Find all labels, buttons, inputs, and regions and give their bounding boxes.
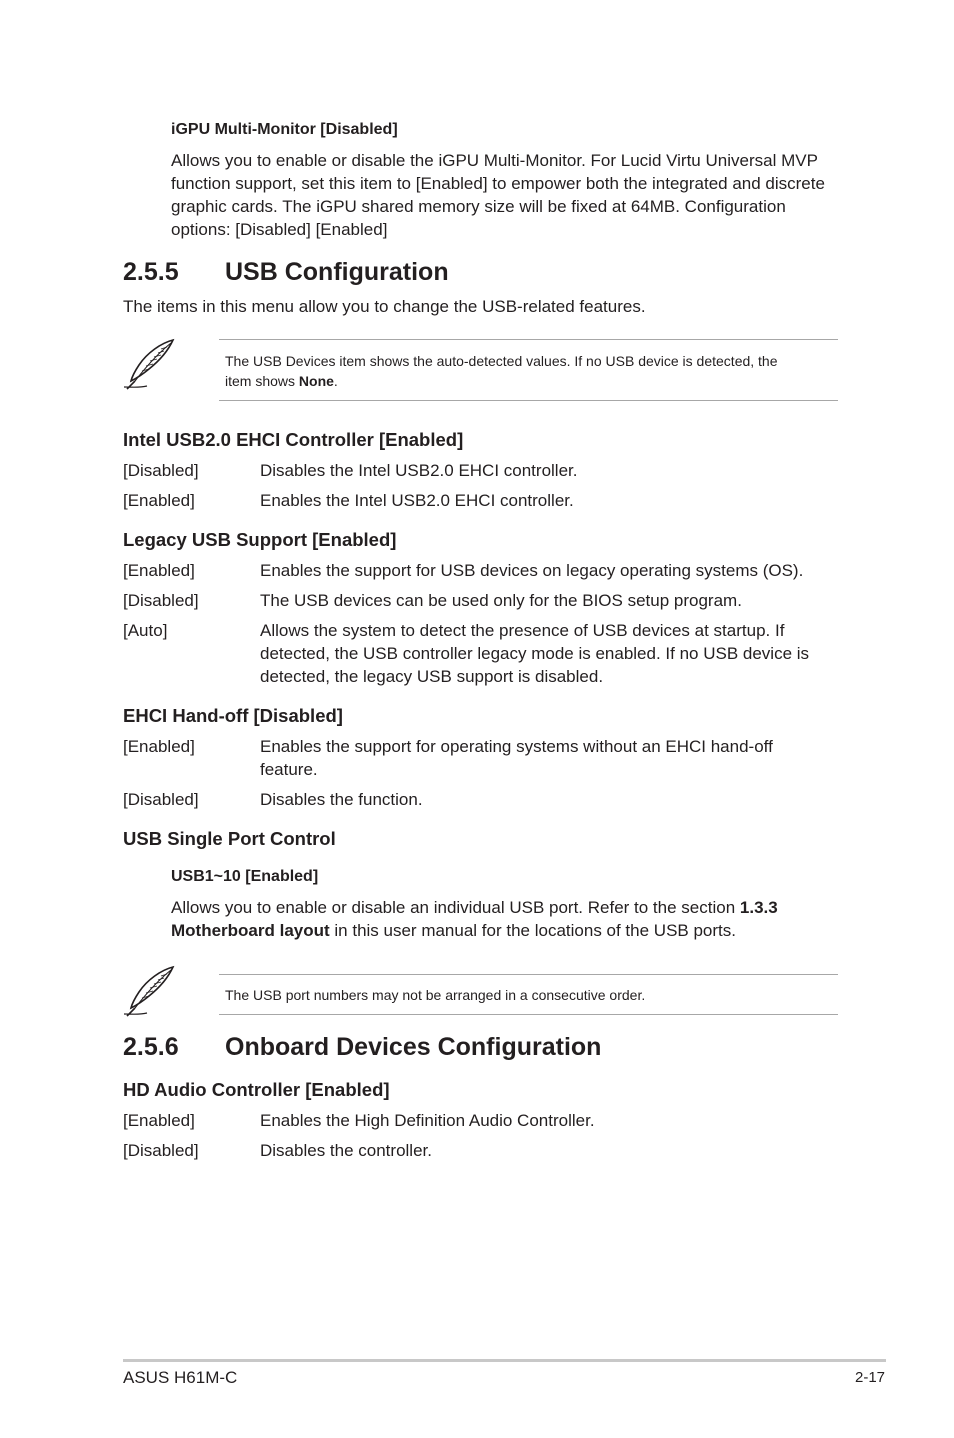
hd-audio-heading: HD Audio Controller [Enabled] (123, 1079, 390, 1100)
option-desc-line: feature. (260, 760, 318, 779)
option-desc: Disables the Intel USB2.0 EHCI controller. (260, 461, 578, 480)
option-key: [Disabled] (123, 1141, 199, 1160)
section-reference: 1.3.3 (739, 898, 778, 917)
note-line-text: The USB Devices item shows the auto-detected values. If no USB device is detected, the (225, 353, 778, 369)
note-text: . (333, 373, 338, 389)
option-desc-line: detected, the legacy USB support is disabled. (260, 667, 604, 686)
note-bold-term: None (298, 373, 334, 389)
section-number-usb: 2.5.5 (123, 258, 179, 286)
note-divider-bottom (219, 1014, 838, 1015)
legacy-usb-heading: Legacy USB Support [Enabled] (123, 529, 397, 550)
igpu-heading: iGPU Multi-Monitor [Disabled] (171, 121, 398, 138)
option-desc: Enables the support for USB devices on legacy operating systems (OS). (260, 561, 804, 580)
usb-single-port-heading: USB Single Port Control (123, 828, 336, 849)
option-key: [Auto] (123, 621, 168, 640)
igpu-line: graphic cards. The iGPU shared memory size will be fixed at 64MB. Configuration (171, 197, 786, 216)
option-key: [Disabled] (123, 591, 199, 610)
ehci-controller-heading: Intel USB2.0 EHCI Controller [Enabled] (123, 429, 464, 450)
note-pen-icon (121, 337, 179, 393)
note-usb-devices (225, 351, 835, 391)
option-desc: Disables the function. (260, 790, 423, 809)
note-line-text (225, 371, 835, 391)
usb-intro: The items in this menu allow you to change the USB-related features. (123, 297, 646, 316)
option-key: [Enabled] (123, 1111, 195, 1130)
usb-port-text: Allows you to enable or disable an individual USB port. Refer to the section (171, 898, 740, 917)
usb-port-line (171, 896, 851, 919)
section-number-onboard: 2.5.6 (123, 1033, 179, 1061)
footer-product-name: ASUS H61M-C (123, 1368, 238, 1387)
page-number: 2-17 (855, 1369, 886, 1386)
ehci-handoff-heading: EHCI Hand-off [Disabled] (123, 705, 343, 726)
option-desc-line: detected, the USB controller legacy mode is enabled. If no USB device is (260, 644, 810, 663)
option-key: [Enabled] (123, 491, 195, 510)
note-text: item shows (225, 373, 299, 389)
option-desc: Enables the High Definition Audio Controller. (260, 1111, 595, 1130)
usb-port-text: in this user manual for the locations of the USB ports. (329, 921, 736, 940)
section-reference: Motherboard layout (171, 921, 330, 940)
note-divider-bottom (219, 400, 838, 401)
option-desc: The USB devices can be used only for the BIOS setup program. (260, 591, 742, 610)
option-desc-line: Allows the system to detect the presence of USB devices at startup. If (260, 621, 785, 640)
igpu-line: Allows you to enable or disable the iGPU Multi-Monitor. For Lucid Virtu Universal MVP (171, 151, 818, 170)
section-title-onboard: Onboard Devices Configuration (225, 1033, 602, 1061)
igpu-line: options: [Disabled] [Enabled] (171, 220, 388, 239)
igpu-description (171, 149, 851, 241)
usb-port-subheading: USB1~10 [Enabled] (171, 868, 319, 885)
section-title-usb: USB Configuration (225, 258, 449, 286)
option-key: [Disabled] (123, 790, 199, 809)
option-desc: Enables the Intel USB2.0 EHCI controller. (260, 491, 574, 510)
option-key: [Enabled] (123, 737, 195, 756)
note-divider-top (219, 339, 838, 340)
usb-port-line (171, 919, 851, 942)
option-key: [Disabled] (123, 461, 199, 480)
option-desc: Disables the controller. (260, 1141, 432, 1160)
option-desc (260, 735, 840, 781)
option-key: [Enabled] (123, 561, 195, 580)
footer-rule (123, 1359, 886, 1362)
note-pen-icon (121, 964, 179, 1020)
note-usb-port-order: The USB port numbers may not be arranged in a consecutive order. (225, 987, 646, 1003)
usb-port-description (171, 896, 851, 942)
option-desc (260, 619, 840, 688)
igpu-line: function support, set this item to [Enabled] to empower both the integrated and discrete (171, 174, 825, 193)
option-desc-line: Enables the support for operating systems without an EHCI hand-off (260, 737, 773, 756)
note-divider-top (219, 974, 838, 975)
